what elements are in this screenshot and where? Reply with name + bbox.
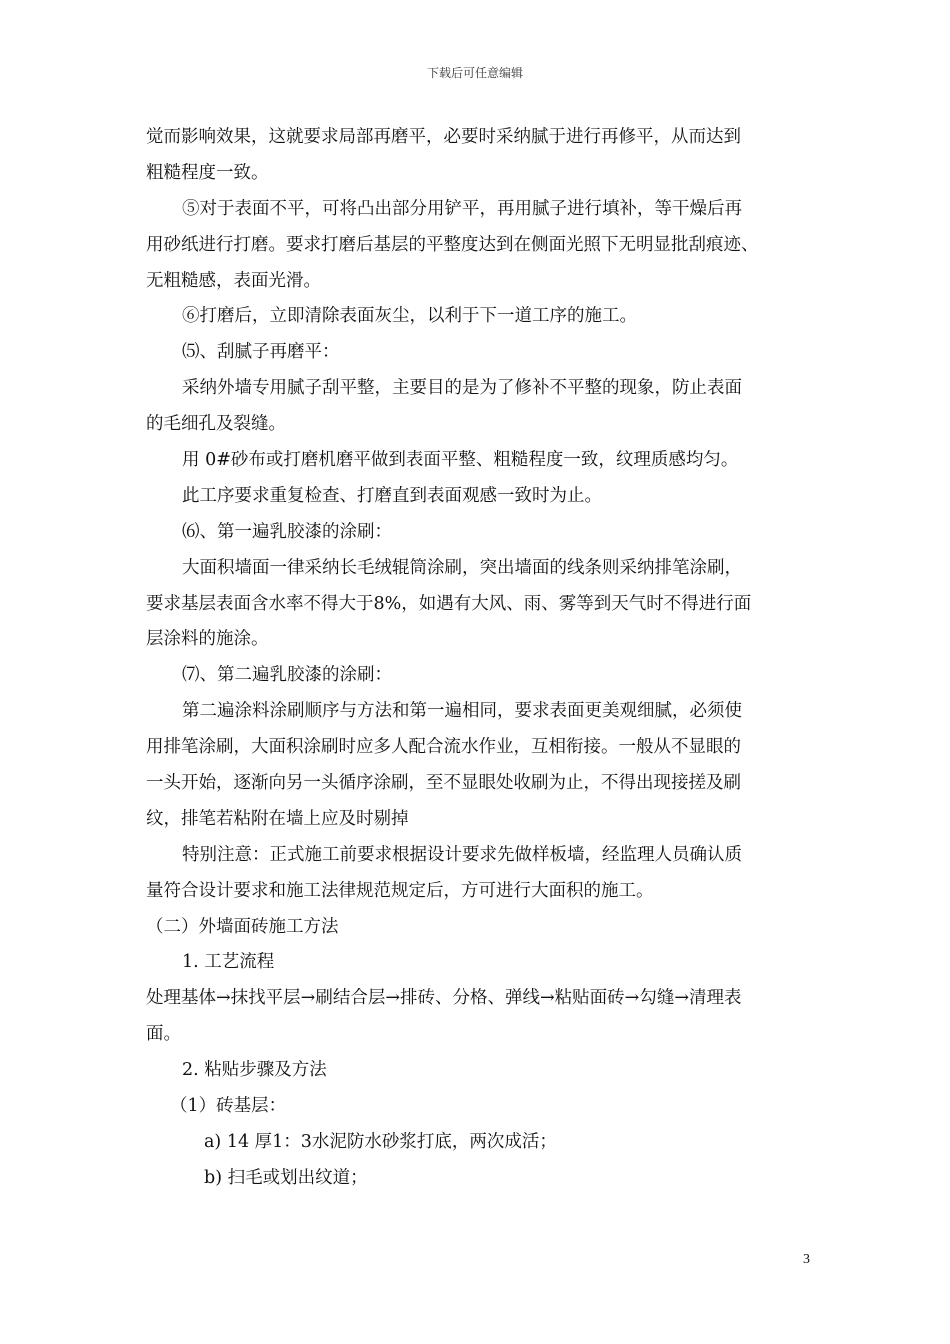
text-line: 层涂料的施涂。 — [146, 629, 269, 650]
text-line: 第二遍涂料涂刷顺序与方法和第一遍相同，要求表面更美观细腻，必须使 — [182, 701, 742, 722]
text-line: a) 14 厚1：3水泥防水砂浆打底，两次成活； — [204, 1131, 557, 1152]
text-line: 特别注意：正式施工前要求根据设计要求先做样板墙，经监理人员确认质 — [182, 844, 742, 865]
text-line: ⑺、第二遍乳胶漆的涂刷： — [182, 665, 392, 686]
text-line: 无粗糙感，表面光滑。 — [146, 270, 321, 291]
text-line: 1. 工艺流程 — [182, 952, 275, 973]
page-number: 3 — [803, 1252, 810, 1267]
text-line: ⑹、第一遍乳胶漆的涂刷： — [182, 521, 392, 542]
text-line: 面。 — [146, 1024, 181, 1045]
text-line: ⑸、刮腻子再磨平： — [182, 342, 340, 363]
text-line: 觉而影响效果，这就要求局部再磨平，必要时采纳腻于进行再修平，从而达到 — [146, 127, 741, 147]
text-line: 的毛细孔及裂缝。 — [146, 414, 286, 435]
text-line: 纹，排笔若粘附在墙上应及时剔掉 — [146, 808, 409, 829]
text-line: 一头开始，逐渐向另一头循序涂刷，至不显眼处收刷为止，不得出现接搓及刷 — [146, 773, 741, 794]
text-line: （二）外墙面砖施工方法 — [146, 916, 339, 937]
text-line: 用砂纸进行打磨。要求打磨后基层的平整度达到在侧面光照下无明显批刮痕迹、 — [146, 234, 759, 255]
text-line: 用 0#砂布或打磨机磨平做到表面平整、粗糙程度一致，纹理质感均匀。 — [182, 450, 739, 471]
text-line: 用排笔涂刷，大面积涂刷时应多人配合流水作业，互相衔接。一般从不显眼的 — [146, 737, 741, 758]
text-line: 采纳外墙专用腻子刮平整，主要目的是为了修补不平整的现象，防止表面 — [182, 378, 742, 399]
text-line: 量符合设计要求和施工法律规范规定后，方可进行大面积的施工。 — [146, 880, 654, 901]
text-line: b) 扫毛或划出纹道； — [204, 1167, 368, 1188]
text-line: 大面积墙面一律采纳长毛绒辊筒涂刷，突出墙面的线条则采纳排笔涂刷， — [182, 557, 742, 578]
text-line: ⑥打磨后，立即清除表面灰尘，以利于下一道工序的施工。 — [182, 306, 637, 327]
text-line: ⑤对于表面不平，可将凸出部分用铲平，再用腻子进行填补，等干燥后再 — [182, 198, 742, 219]
page-header: 下载后可任意编辑 — [426, 66, 523, 80]
text-line: （1）砖基层： — [170, 1096, 287, 1117]
text-line: 要求基层表面含水率不得大于8%，如遇有大风、雨、雾等到天气时不得进行面 — [146, 593, 752, 614]
text-line: 2. 粘贴步骤及方法 — [182, 1060, 327, 1081]
text-line: 处理基体→抹找平层→刷结合层→排砖、分格、弹线→粘贴面砖→勾缝→清理表 — [146, 988, 742, 1009]
document-body — [146, 120, 806, 1197]
text-line: 粗糙程度一致。 — [146, 162, 269, 183]
text-line: 此工序要求重复检查、打磨直到表面观感一致时为止。 — [182, 485, 602, 506]
